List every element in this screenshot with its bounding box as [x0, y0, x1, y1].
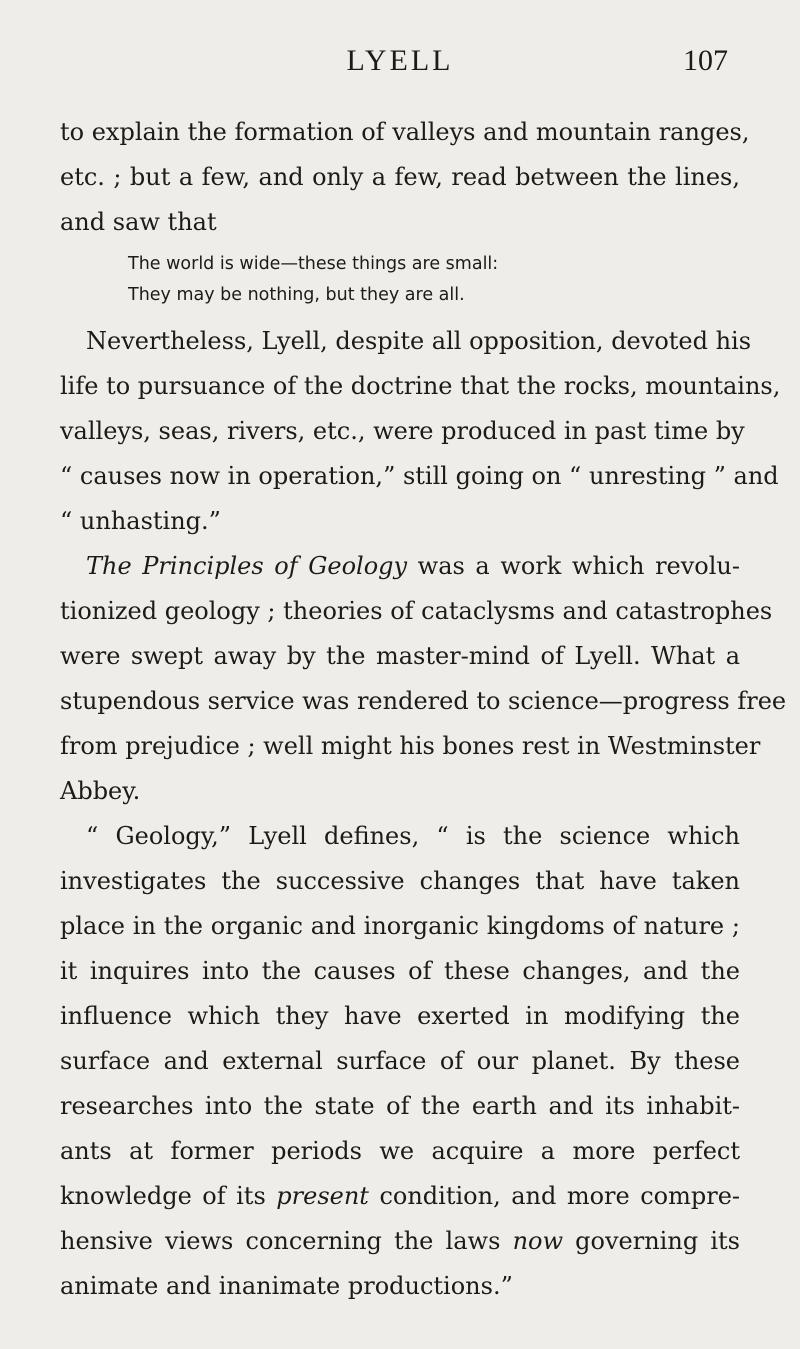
text-line: investigates the successive changes that have taken — [60, 867, 740, 895]
text-line: tionized geology ; theories of cataclysms and catastrophes — [60, 597, 773, 625]
text-line — [60, 1227, 740, 1255]
text-line: place in the organic and inorganic kingdoms of nature ; — [60, 912, 740, 940]
text-line: surface and external surface of our planet. By these — [60, 1047, 740, 1075]
page-header — [0, 44, 800, 94]
text-span: was a work which revolu- — [407, 552, 741, 580]
text-line: from prejudice ; well might his bones rest in Westminster — [60, 732, 761, 760]
text-line: life to pursuance of the doctrine that the rocks, mountains, — [60, 372, 781, 400]
text-line: to explain the formation of valleys and mountain ranges, — [60, 118, 750, 146]
text-line: were swept away by the master-mind of Lyell. What a — [60, 642, 740, 670]
text-span: hensive views concerning the laws — [60, 1227, 513, 1255]
text-line — [60, 1182, 740, 1210]
text-line: valleys, seas, rivers, etc., were produced in past time by — [60, 417, 745, 445]
text-line: animate and inanimate productions.” — [60, 1272, 513, 1300]
running-head: LYELL — [346, 44, 454, 77]
text-span: governing its — [563, 1227, 740, 1255]
emphasis-now: now — [512, 1227, 564, 1255]
text-line: “ unhasting.” — [60, 507, 221, 535]
text-line: stupendous service was rendered to science—progress free — [60, 687, 787, 715]
text-line: “ Geology,” Lyell defines, “ is the science which — [86, 822, 740, 850]
text-line: etc. ; but a few, and only a few, read between the lines, — [60, 163, 740, 191]
emphasis-present: present — [276, 1182, 369, 1210]
text-line — [86, 552, 740, 580]
text-line: “ causes now in operation,” still going on “ unresting ” and — [60, 462, 779, 490]
text-line: Nevertheless, Lyell, despite all opposition, devoted his — [86, 327, 752, 355]
verse-line: The world is wide—these things are small: — [128, 254, 499, 274]
text-line: Abbey. — [60, 777, 141, 805]
verse-line: They may be nothing, but they are all. — [128, 285, 465, 305]
text-line: it inquires into the causes of these changes, and the — [60, 957, 740, 985]
book-title: The Principles of Geology — [86, 552, 408, 580]
text-line: influence which they have exerted in modifying the — [60, 1002, 740, 1030]
text-span: condition, and more compre- — [368, 1182, 741, 1210]
page-number: 107 — [683, 44, 728, 77]
text-span: knowledge of its — [60, 1182, 277, 1210]
text-line: ants at former periods we acquire a more perfect — [60, 1137, 740, 1165]
text-line: and saw that — [60, 208, 217, 236]
text-line: researches into the state of the earth and its inhabit- — [60, 1092, 740, 1120]
